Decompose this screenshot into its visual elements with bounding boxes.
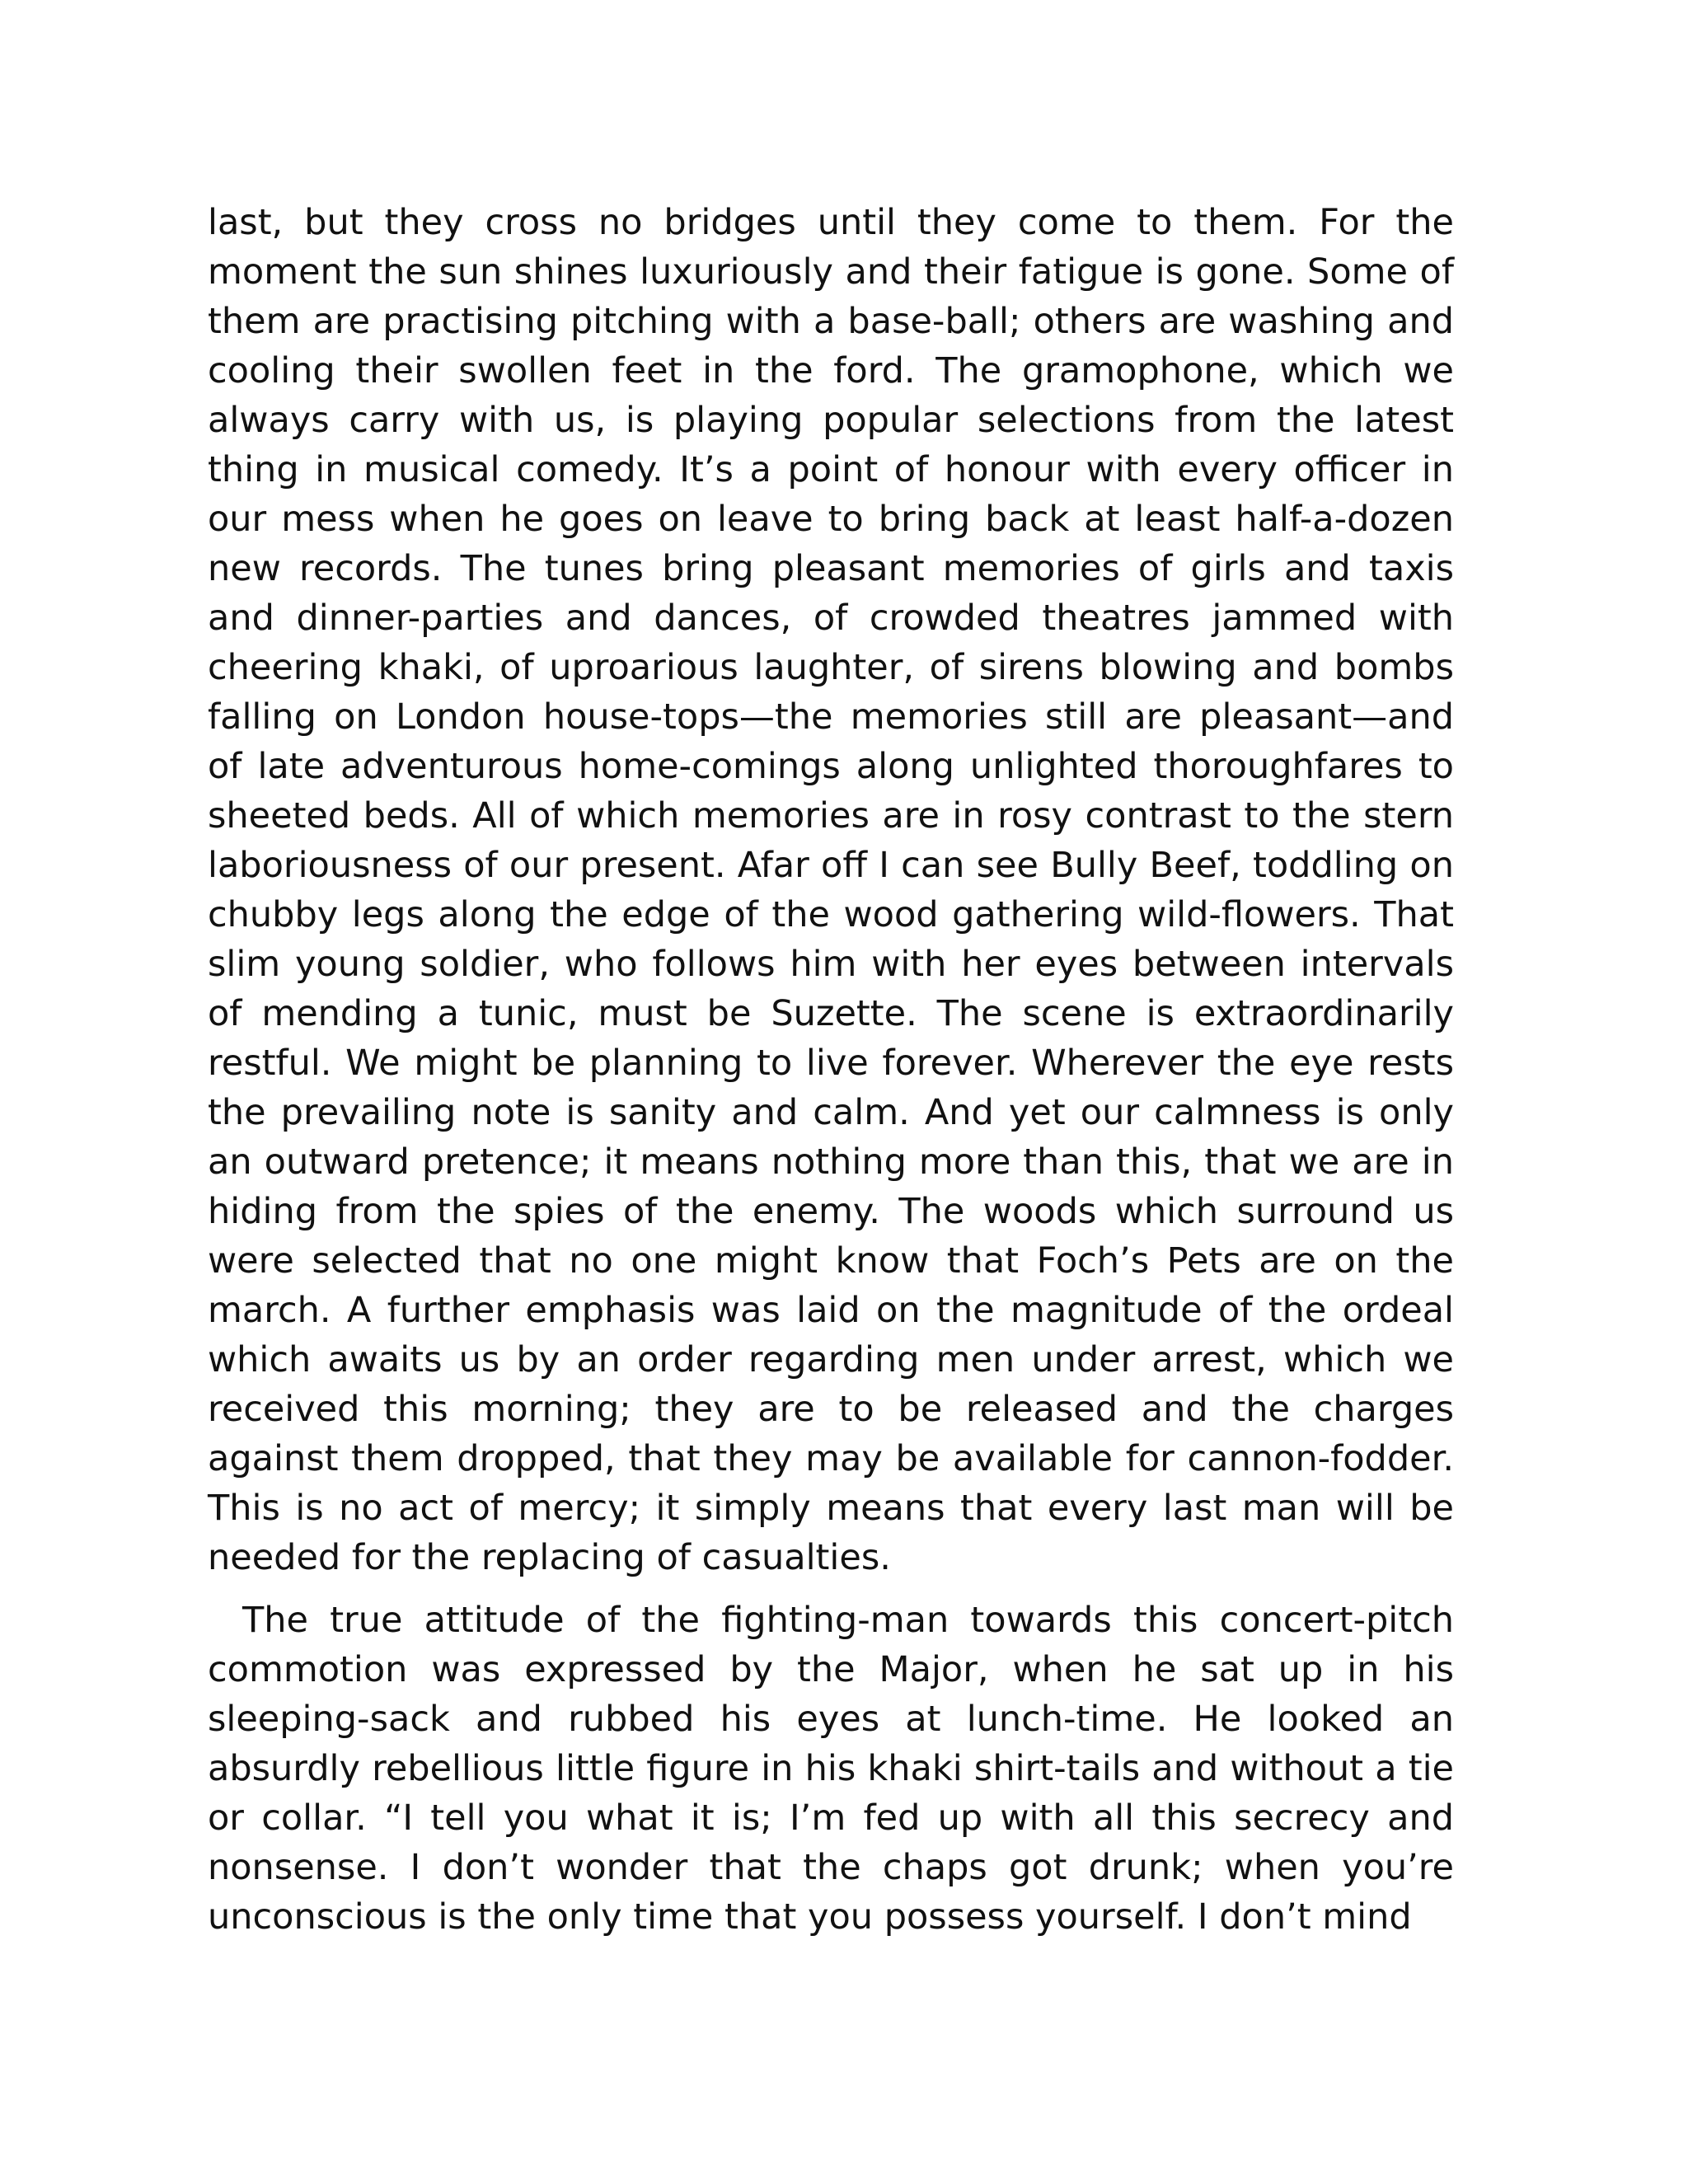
paragraph: last, but they cross no bridges until they come to them. For the moment the sun shines luxuriously and their fatigue is gone. Some of them are practising pitching with a base-ball; others are washing and cooling their swollen feet in the ford. The gramophone, which we always carry with us, is playing popular selections from the latest thing in musical comedy. It’s a point of honour with every officer in our mess when he goes on leave to bring back at least half-a-dozen new records. The tunes bring pleasant memories of girls and taxis and dinner-parties and dances, of crowded theatres jammed with cheering khaki, of uproarious laughter, of sirens blowing and bombs falling on London house-tops—the memories still are pleasant—and of late adventurous home-comings along unlighted thoroughfares to sheeted beds. All of which memories are in rosy contrast to the stern laboriousness of our present. Afar off I can see Bully Beef, toddling on chubby legs along the edge of the wood gathering wild-flowers. That slim young soldier, who follows him with her eyes between intervals of mending a tunic, must be Suzette. The scene is extraordinarily restful. We might be planning to live forever. Wherever the eye rests the prevailing note is sanity and calm. And yet our calmness is only an outward pretence; it means nothing more than this, that we are in hiding from the spies of the enemy. The woods which surround us were selected that no one might know that Foch’s Pets are on the march. A further emphasis was laid on the magnitude of the ordeal which awaits us by an order regarding men under arrest, which we received this morning; they are to be released and the charges against them dropped, that they may be available for cannon-fodder. This is no act of mercy; it simply means that every last man will be needed for the replacing of casualties. <box>208 202 1454 1578</box>
book-page <box>208 198 1454 1942</box>
paragraph: The true attitude of the fighting-man towards this concert-pitch commotion was expressed by the Major, when he sat up in his sleeping-sack and rubbed his eyes at lunch-time. He looked an absurdly rebellious little figure in his khaki shirt-tails and without a tie or collar. “I tell you what it is; I’m fed up with all this secrecy and nonsense. I don’t wonder that the chaps got drunk; when you’re unconscious is the only time that you possess yourself. I don’t mind <box>208 1600 1454 1938</box>
